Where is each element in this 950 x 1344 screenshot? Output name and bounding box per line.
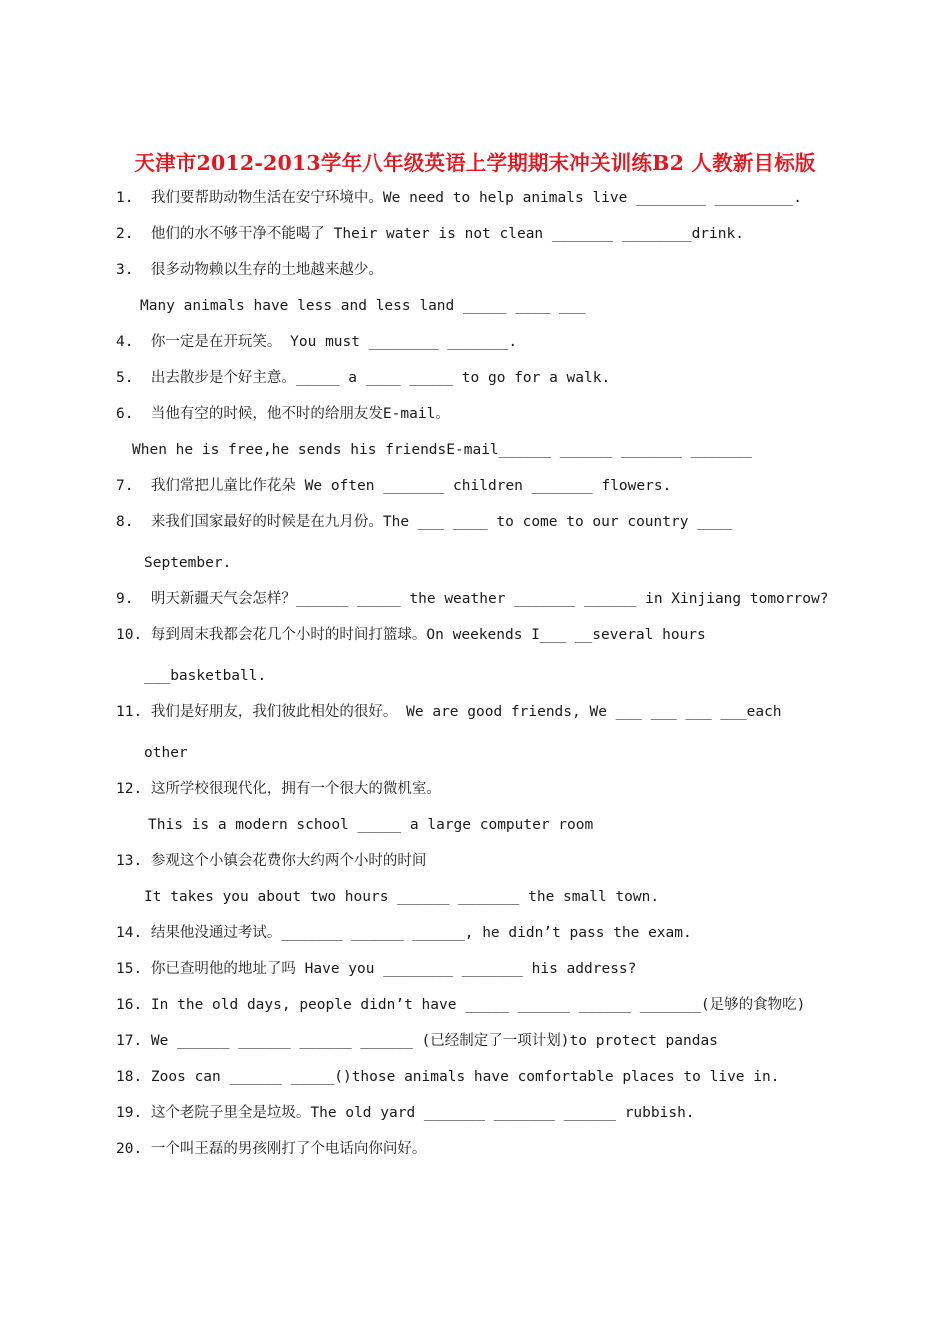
- exercise-line-4: 4. 你一定是在开玩笑。 You must ________ _______.: [116, 334, 518, 350]
- exercise-line-10: 10. 每到周末我都会花几个小时的时间打篮球。On weekends I___ __several hours: [116, 627, 706, 643]
- exercise-line-8: 8. 来我们国家最好的时候是在九月份。The ___ ____ to come to our country ____: [116, 514, 733, 530]
- exercise-line-14: 14. 结果他没通过考试。_______ ______ ______, he didn’t pass the exam.: [116, 925, 692, 941]
- exercise-line-17: 17. We ______ ______ ______ ______ (已经制定了一项计划)to protect pandas: [116, 1033, 718, 1049]
- exercise-line-3-en: Many animals have less and less land _____ ____ ___: [140, 298, 586, 314]
- exercise-line-6: 6. 当他有空的时候，他不时的给朋友发E-mail。: [116, 406, 450, 422]
- exercise-line-11-cont: other: [144, 745, 188, 761]
- exercise-line-1: 1. 我们要帮助动物生活在安宁环境中。We need to help animals live ________ _________.: [116, 190, 802, 206]
- exercise-line-5: 5. 出去散步是个好主意。_____ a ____ _____ to go for a walk.: [116, 370, 611, 386]
- exercise-line-20: 20. 一个叫王磊的男孩刚打了个电话向你问好。: [116, 1141, 427, 1157]
- exercise-line-9: 9. 明天新疆天气会怎样？______ _____ the weather _______ ______ in Xinjiang tomorrow?: [116, 591, 829, 607]
- document-title: 天津市2012-2013学年八年级英语上学期期末冲关训练B2 人教新目标版: [134, 151, 816, 175]
- exercise-line-12-en: This is a modern school _____ a large computer room: [148, 817, 594, 833]
- exercise-line-11: 11. 我们是好朋友，我们彼此相处的很好。 We are good friends, We ___ ___ ___ ___each: [116, 704, 782, 720]
- exercise-line-12: 12. 这所学校很现代化，拥有一个很大的微机室。: [116, 781, 441, 797]
- exercise-line-13: 13. 参观这个小镇会花费你大约两个小时的时间: [116, 853, 427, 869]
- exercise-line-15: 15. 你已查明他的地址了吗 Have you ________ _______ his address?: [116, 961, 637, 977]
- exercise-line-6-en: When he is free,he sends his friendsE-mail______ ______ _______ _______: [132, 442, 752, 458]
- exercise-line-10-cont: ___basketball.: [144, 668, 267, 684]
- exercise-line-18: 18. Zoos can ______ _____()those animals have comfortable places to live in.: [116, 1069, 780, 1085]
- exercise-line-3: 3. 很多动物赖以生存的土地越来越少。: [116, 262, 383, 278]
- exercise-line-16: 16. In the old days, people didn’t have _____ ______ ______ _______(足够的食物吃): [116, 997, 806, 1013]
- exercise-line-13-en: It takes you about two hours ______ _______ the small town.: [144, 889, 660, 905]
- exercise-line-2: 2. 他们的水不够干净不能喝了 Their water is not clean _______ ________drink.: [116, 226, 744, 242]
- exercise-line-8-cont: September.: [144, 555, 232, 571]
- exercise-line-7: 7. 我们常把儿童比作花朵 We often _______ children _______ flowers.: [116, 478, 672, 494]
- exercise-line-19: 19. 这个老院子里全是垃圾。The old yard _______ _______ ______ rubbish.: [116, 1105, 695, 1121]
